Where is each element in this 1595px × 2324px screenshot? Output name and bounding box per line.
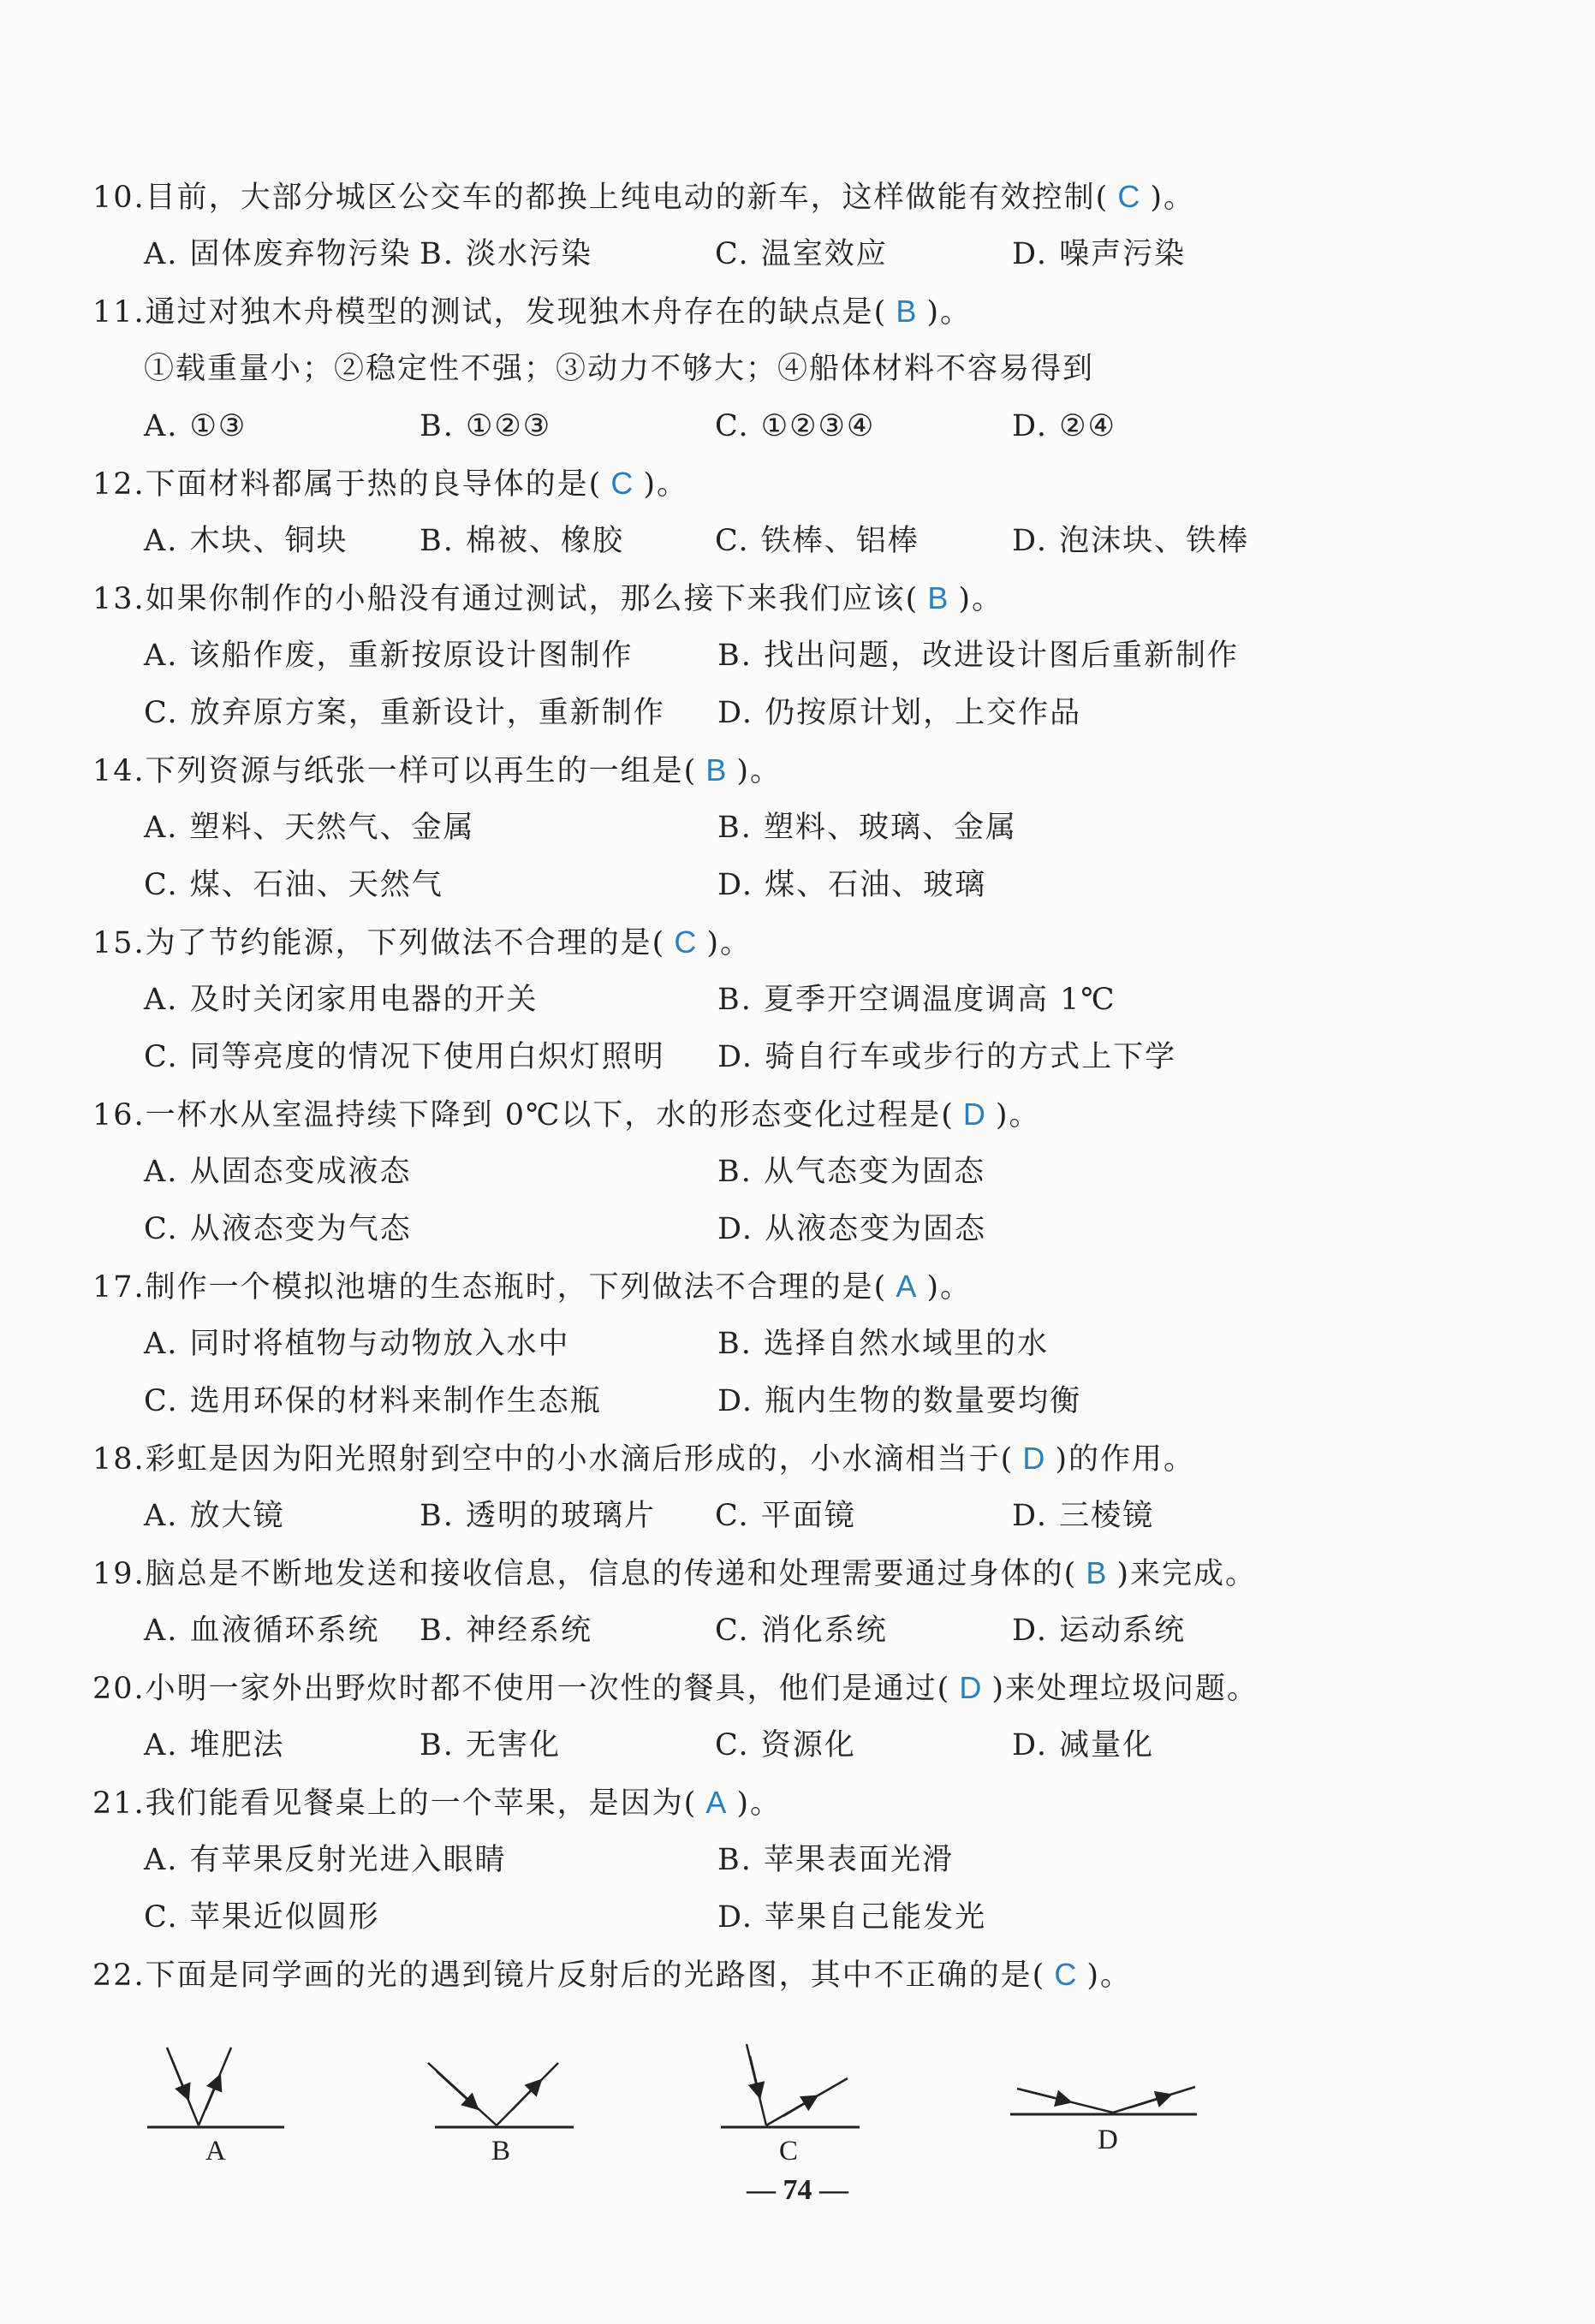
answer-mark: B <box>1086 1555 1109 1590</box>
question-stem <box>92 286 972 337</box>
question-stem <box>92 1548 1257 1599</box>
option-d: D. 从液态变为固态 <box>717 1212 987 1246</box>
question-stem <box>92 1433 1195 1484</box>
options-row <box>0 1892 1595 1943</box>
question-text-end: )。 <box>1150 181 1195 215</box>
answer-mark: C <box>674 924 699 960</box>
options-row <box>0 1204 1595 1255</box>
options-row <box>0 1834 1595 1886</box>
question-number: 13. <box>92 582 146 616</box>
answer-mark: B <box>705 752 729 788</box>
option-a: A. 堆肥法 <box>144 1728 285 1762</box>
question-text: 通过对独木舟模型的测试，发现独木舟存在的缺点是( <box>145 295 888 330</box>
option-d: D. 煤、石油、玻璃 <box>717 868 987 902</box>
question-number: 15. <box>92 926 146 960</box>
option-a: A. 血液循环系统 <box>144 1614 380 1648</box>
question-text-end: )。 <box>1086 1958 1132 1993</box>
question-number: 21. <box>92 1786 146 1821</box>
options-row <box>0 630 1595 681</box>
options-row <box>0 687 1595 739</box>
options-row <box>0 1376 1595 1427</box>
option-a: A. 放大镜 <box>144 1499 285 1533</box>
option-a: A. 该船作废，重新按原设计图制作 <box>144 639 634 673</box>
option-b: B. 夏季开空调温度调高 1℃ <box>717 983 1116 1017</box>
question-text: 我们能看见餐桌上的一个苹果，是因为( <box>145 1786 698 1821</box>
option-a: A. 从固态变成液态 <box>144 1155 412 1189</box>
question-stem <box>92 1777 782 1828</box>
options-row <box>0 229 1595 280</box>
figure-label-a: A <box>205 2136 226 2166</box>
question-number: 19. <box>92 1557 146 1591</box>
options-row <box>0 1146 1595 1198</box>
question-text: 为了节约能源，下列做法不合理的是( <box>145 926 666 960</box>
question-text: 彩虹是因为阳光照射到空中的小水滴后形成的，小水滴相当于( <box>145 1442 1015 1477</box>
page-number: — 74 — <box>747 2174 848 2206</box>
figure-label-b: B <box>491 2136 511 2166</box>
question-number: 18. <box>92 1442 146 1477</box>
question-text-end: )来处理垃圾问题。 <box>991 1672 1259 1706</box>
option-d: D. 泡沫块、铁棒 <box>1012 524 1250 558</box>
question-stem <box>92 1662 1259 1714</box>
question-text-end: )。 <box>643 467 688 502</box>
option-d: D. 三棱镜 <box>1012 1499 1155 1533</box>
question-text-end: )来完成。 <box>1116 1557 1258 1591</box>
question-text: 下面材料都属于热的良导体的是( <box>145 467 603 502</box>
option-a: A. 及时关闭家用电器的开关 <box>144 983 539 1017</box>
question-number: 22. <box>92 1958 146 1993</box>
question-stem <box>92 1089 1041 1140</box>
option-a: A. 塑料、天然气、金属 <box>144 811 475 845</box>
options-row <box>0 515 1595 567</box>
option-d: D. 仍按原计划，上交作品 <box>717 696 1082 730</box>
question-stem <box>92 917 752 968</box>
diagram-d <box>1010 2087 1197 2114</box>
question-text-end: )。 <box>926 1270 973 1305</box>
option-b: B. 塑料、玻璃、金属 <box>717 811 1017 845</box>
option-b: B. 棉被、橡胶 <box>420 524 624 558</box>
question-text: 下面是同学画的光的遇到镜片反射后的光路图，其中不正确的是( <box>145 1958 1046 1993</box>
diagram-a <box>147 2048 284 2127</box>
option-c: C. 选用环保的材料来制作生态瓶 <box>144 1384 602 1418</box>
question-stem <box>92 171 1195 223</box>
option-d: D. ②④ <box>1012 409 1116 443</box>
question-text: 脑总是不断地发送和接收信息，信息的传递和处理需要通过身体的( <box>145 1557 1078 1591</box>
question-text-end: )。 <box>958 582 1004 616</box>
options-row <box>0 802 1595 853</box>
option-d: D. 减量化 <box>1012 1728 1155 1762</box>
answer-mark: A <box>896 1269 919 1304</box>
options-row <box>0 1031 1595 1083</box>
question-text-end: )。 <box>926 295 973 330</box>
question-text-end: )。 <box>736 754 783 788</box>
question-text: 制作一个模拟池塘的生态瓶时，下列做法不合理的是( <box>145 1270 888 1305</box>
question-text-end: )。 <box>995 1098 1041 1132</box>
question-text: 如果你制作的小船没有通过测试，那么接下来我们应该( <box>145 582 920 616</box>
question-statements: ①载重量小；②稳定性不强；③动力不够大；④船体材料不容易得到 <box>144 352 1095 386</box>
options-row <box>0 859 1595 911</box>
option-b: B. 透明的玻璃片 <box>420 1499 656 1533</box>
light-reflection-diagrams <box>0 2029 1595 2174</box>
question-number: 11. <box>92 295 146 330</box>
diagram-c <box>721 2044 860 2127</box>
option-d: D. 运动系统 <box>1012 1614 1187 1648</box>
figure-label-c: C <box>779 2136 799 2166</box>
option-a: A. 木块、铜块 <box>144 524 348 558</box>
option-b: B. 淡水污染 <box>420 237 592 271</box>
options-row <box>0 1318 1595 1370</box>
option-d: D. 噪声污染 <box>1012 237 1187 271</box>
option-c: C. 苹果近似圆形 <box>144 1900 380 1935</box>
diagram-b <box>428 2063 574 2127</box>
option-c: C. 从液态变为气态 <box>144 1212 412 1246</box>
question-text-end: )的作用。 <box>1055 1442 1195 1477</box>
option-b: B. 选择自然水域里的水 <box>717 1327 1049 1361</box>
question-number: 10. <box>92 181 146 215</box>
answer-mark: A <box>705 1785 729 1820</box>
option-b: B. ①②③ <box>420 409 552 443</box>
option-c: C. 温室效应 <box>715 237 888 271</box>
answer-mark: C <box>1054 1957 1079 1992</box>
options-row <box>0 974 1595 1025</box>
answer-mark: C <box>610 466 635 501</box>
options-row <box>0 401 1595 452</box>
option-b: B. 从气态变为固态 <box>717 1155 985 1189</box>
option-a: A. 有苹果反射光进入眼睛 <box>144 1843 507 1877</box>
question-number: 17. <box>92 1270 146 1305</box>
option-a: A. ①③ <box>144 409 247 443</box>
option-b: B. 无害化 <box>420 1728 561 1762</box>
option-c: C. ①②③④ <box>715 409 876 443</box>
option-c: C. 同等亮度的情况下使用白炽灯照明 <box>144 1040 665 1074</box>
option-c: C. 煤、石油、天然气 <box>144 868 443 902</box>
question-stem <box>92 573 1003 624</box>
question-stem <box>92 745 782 796</box>
question-stem <box>92 1949 1132 2000</box>
option-c: C. 消化系统 <box>715 1614 888 1648</box>
option-a: A. 同时将植物与动物放入水中 <box>144 1327 570 1361</box>
question-text: 小明一家外出野炊时都不使用一次性的餐具，他们是通过( <box>145 1672 951 1706</box>
question-text-end: )。 <box>706 926 752 960</box>
answer-mark: C <box>1117 179 1142 214</box>
option-a: A. 固体废弃物污染 <box>144 237 412 271</box>
option-d: D. 骑自行车或步行的方式上下学 <box>717 1040 1177 1074</box>
question-stem <box>92 458 688 509</box>
question-stem <box>92 1261 972 1312</box>
answer-mark: B <box>896 294 919 329</box>
question-number: 12. <box>92 467 146 502</box>
option-b: B. 找出问题，改进设计图后重新制作 <box>717 639 1239 673</box>
question-text: 一杯水从室温持续下降到 0℃以下，水的形态变化过程是( <box>145 1098 955 1132</box>
option-c: C. 资源化 <box>715 1728 856 1762</box>
answer-mark: D <box>1022 1441 1047 1476</box>
option-d: D. 苹果自己能发光 <box>717 1900 987 1935</box>
figure-label-d: D <box>1098 2125 1118 2155</box>
question-number: 20. <box>92 1672 146 1706</box>
question-text: 目前，大部分城区公交车的都换上纯电动的新车，这样做能有效控制( <box>145 181 1110 215</box>
options-row <box>0 1605 1595 1656</box>
answer-mark: D <box>959 1670 984 1705</box>
option-c: C. 平面镜 <box>715 1499 856 1533</box>
option-d: D. 瓶内生物的数量要均衡 <box>717 1384 1082 1418</box>
answer-mark: D <box>962 1097 987 1132</box>
option-b: B. 神经系统 <box>420 1614 592 1648</box>
option-b: B. 苹果表面光滑 <box>717 1843 954 1877</box>
question-number: 16. <box>92 1098 146 1132</box>
options-row <box>0 1490 1595 1542</box>
option-c: C. 放弃原方案，重新设计，重新制作 <box>144 696 665 730</box>
question-number: 14. <box>92 754 146 788</box>
question-text-end: )。 <box>736 1786 783 1821</box>
answer-mark: B <box>927 580 950 615</box>
option-c: C. 铁棒、铝棒 <box>715 524 920 558</box>
question-text: 下列资源与纸张一样可以再生的一组是( <box>145 754 698 788</box>
options-row <box>0 1720 1595 1771</box>
